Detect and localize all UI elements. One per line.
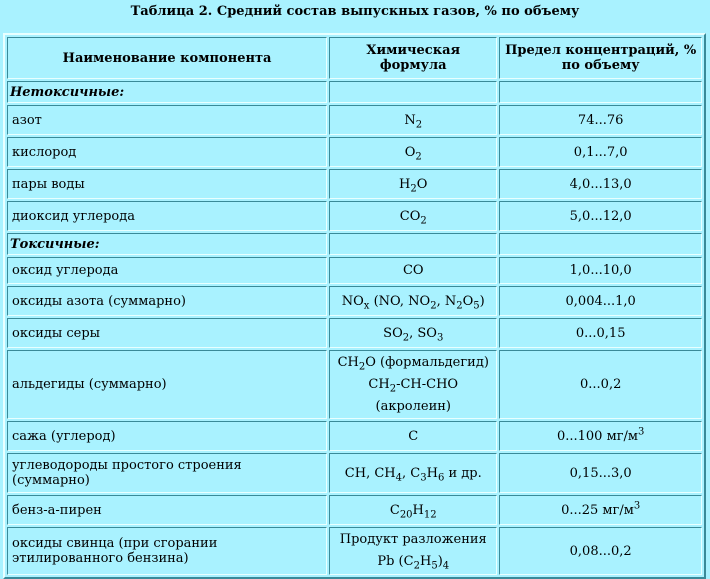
table-row: [7, 350, 702, 419]
component-name: оксид углерода: [7, 257, 327, 284]
component-formula: $CH_2O$ (формальдегид) $CH_2-CH$-CHO (акролеин): [329, 350, 497, 419]
table-row: [7, 453, 702, 493]
group-label: Нетоксичные:: [7, 81, 327, 103]
exhaust-composition-table: [3, 33, 706, 579]
header-limit: Предел концентраций, % по объему: [499, 37, 702, 79]
component-limit: 74...76: [499, 105, 702, 135]
table-row: [7, 137, 702, 167]
component-formula: $CO_2$: [329, 201, 497, 231]
table-row: [7, 169, 702, 199]
component-formula: $H_2O$: [329, 169, 497, 199]
component-limit: 0,1...7,0: [499, 137, 702, 167]
component-limit: 0,08...0,2: [499, 527, 702, 575]
header-formula: Химическая формула: [329, 37, 497, 79]
component-name: альдегиды (суммарно): [7, 350, 327, 419]
component-formula: CO: [329, 257, 497, 284]
component-limit: 0,004...1,0: [499, 286, 702, 316]
header-row: [7, 37, 702, 79]
group-empty-cell: [329, 233, 497, 255]
component-name: диоксид углерода: [7, 201, 327, 231]
component-limit: 0...0,2: [499, 350, 702, 419]
component-name: сажа (углерод): [7, 421, 327, 451]
table-row: [7, 105, 702, 135]
component-formula: C: [329, 421, 497, 451]
component-name: углеводороды простого строения (суммарно): [7, 453, 327, 493]
component-limit: 0...0,15: [499, 318, 702, 348]
table-row: [7, 421, 702, 451]
component-name: пары воды: [7, 169, 327, 199]
component-formula: $N_2$: [329, 105, 497, 135]
table-row: [7, 286, 702, 316]
group-empty-cell: [329, 81, 497, 103]
group-label: Токсичные:: [7, 233, 327, 255]
component-limit: 0...100 $мг/м^3$: [499, 421, 702, 451]
component-limit: 1,0...10,0: [499, 257, 702, 284]
group-row-toxic: [7, 233, 702, 255]
component-formula: Продукт разложения Pb $(C_2H_5)_4$: [329, 527, 497, 575]
component-name: азот: [7, 105, 327, 135]
table-caption: Таблица 2. Средний состав выпускных газов, % по объему: [130, 4, 580, 19]
component-name: бенз-а-пирен: [7, 495, 327, 525]
table-row: [7, 318, 702, 348]
table-body: [7, 37, 702, 575]
group-empty-cell: [499, 81, 702, 103]
group-empty-cell: [499, 233, 702, 255]
component-name: кислород: [7, 137, 327, 167]
component-name: оксиды серы: [7, 318, 327, 348]
component-name: оксиды азота (суммарно): [7, 286, 327, 316]
header-name: Наименование компонента: [7, 37, 327, 79]
table-row: [7, 527, 702, 575]
component-limit: 5,0...12,0: [499, 201, 702, 231]
table-row: [7, 495, 702, 525]
component-name: оксиды свинца (при сгорании этилированного бензина): [7, 527, 327, 575]
table-row: [7, 257, 702, 284]
component-formula: $NO_x$ (NO, $NO_2$, $N_2O_5$): [329, 286, 497, 316]
component-formula: $SO_2$, $SO_3$: [329, 318, 497, 348]
group-row-nontoxic: [7, 81, 702, 103]
component-limit: 0,15...3,0: [499, 453, 702, 493]
component-formula: $C_{20}H_{12}$: [329, 495, 497, 525]
table-row: [7, 201, 702, 231]
component-formula: $O_2$: [329, 137, 497, 167]
component-formula: CH, $CH_4$, $C_3H_6$ и др.: [329, 453, 497, 493]
component-limit: 0...25 $мг/м^3$: [499, 495, 702, 525]
component-limit: 4,0...13,0: [499, 169, 702, 199]
